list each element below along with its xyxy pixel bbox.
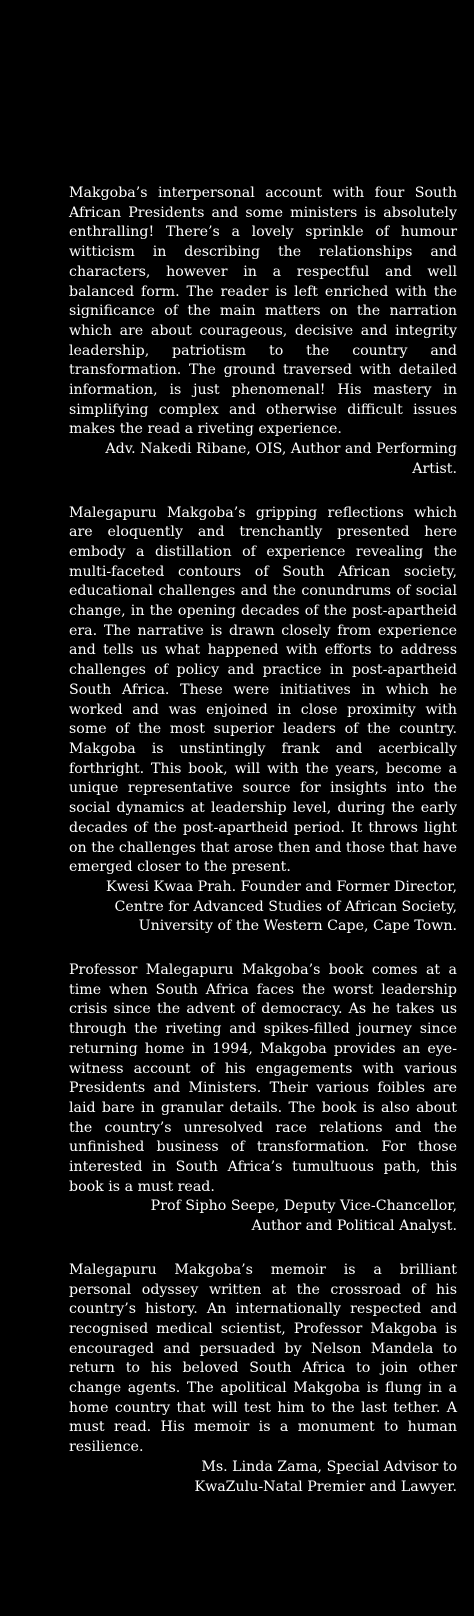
endorsements-column <box>69 184 457 1521</box>
endorsement-attribution <box>69 1458 457 1497</box>
endorsement-quote: Professor Malegapuru Makgoba’s book comes at a time when South Africa faces the worst leadership crisis since the advent of democracy. As he takes us through the riveting and spikes-filled journey since returning home in 1994, Makgoba provides an eye-witness account of his engagements with various Presidents and Ministers. Their various foibles are laid bare in granular details. The book is also about the country’s unresolved race relations and the unfinished business of transformation. For those interested in South Africa’s tumultuous path, this book is a must read. <box>69 962 457 1195</box>
endorsement-attribution <box>69 440 457 479</box>
endorsement-zama <box>69 1261 457 1497</box>
endorsement-attribution <box>69 1197 457 1236</box>
endorsement-quote: Malegapuru Makgoba’s memoir is a brilliant personal odyssey written at the crossroad of his country’s history. An internationally respected and recognised medical scientist, Professor Makgoba is encouraged and persuaded by Nelson Mandela to return to his beloved South Africa to join other change agents. The apolitical Makgoba is flung in a home country that will test him to the last tether. A must read. His memoir is a monument to human resilience. <box>69 1261 457 1456</box>
endorsement-ribane <box>69 184 457 480</box>
attribution-line: KwaZulu-Natal Premier and Lawyer. <box>194 1478 457 1495</box>
endorsement-prah <box>69 504 457 937</box>
attribution-line: Adv. Nakedi Ribane, OIS, Author and Performing Artist. <box>105 441 457 477</box>
attribution-line: Ms. Linda Zama, Special Advisor to <box>201 1458 457 1475</box>
attribution-line: Centre for Advanced Studies of African Society, <box>114 898 457 915</box>
attribution-line: Prof Sipho Seepe, Deputy Vice-Chancellor, <box>150 1198 457 1215</box>
endorsement-quote: Malegapuru Makgoba’s gripping reflections which are eloquently and trenchantly presented here embody a distillation of experience revealing the multi-faceted contours of South African society, educational challenges and the conundrums of social change, in the opening decades of the post-apartheid era. The narrative is drawn closely from experience and tells us what happened with efforts to address challenges of policy and practice in post-apartheid South Africa. These were initiatives in which he worked and was enjoined in close proximity with some of the most superior leaders of the country. Makgoba is unstintingly frank and acerbically forthright. This book, will with the years, become a unique representative source for insights into the social dynamics at leadership level, during the early decades of the post-apartheid period. It throws light on the challenges that arose then and those that have emerged closer to the present. <box>69 504 457 876</box>
endorsement-attribution <box>69 878 457 937</box>
attribution-line: Author and Political Analyst. <box>251 1218 457 1235</box>
endorsement-quote: Makgoba’s interpersonal account with four South African Presidents and some ministers is absolutely enthralling! There’s a lovely sprinkle of humour witticism in describing the relationships and characters, however in a respectful and well balanced form. The reader is left enriched with the significance of the main matters on the narration which are about courageous, decisive and integrity leadership, patriotism to the country and transformation. The ground traversed with detailed information, is just phenomenal! His mastery in simplifying complex and otherwise difficult issues makes the read a riveting experience. <box>69 185 457 438</box>
endorsement-seepe <box>69 961 457 1237</box>
attribution-line: Kwesi Kwaa Prah. Founder and Former Director, <box>106 878 457 895</box>
attribution-line: University of the Western Cape, Cape Town. <box>138 918 457 935</box>
